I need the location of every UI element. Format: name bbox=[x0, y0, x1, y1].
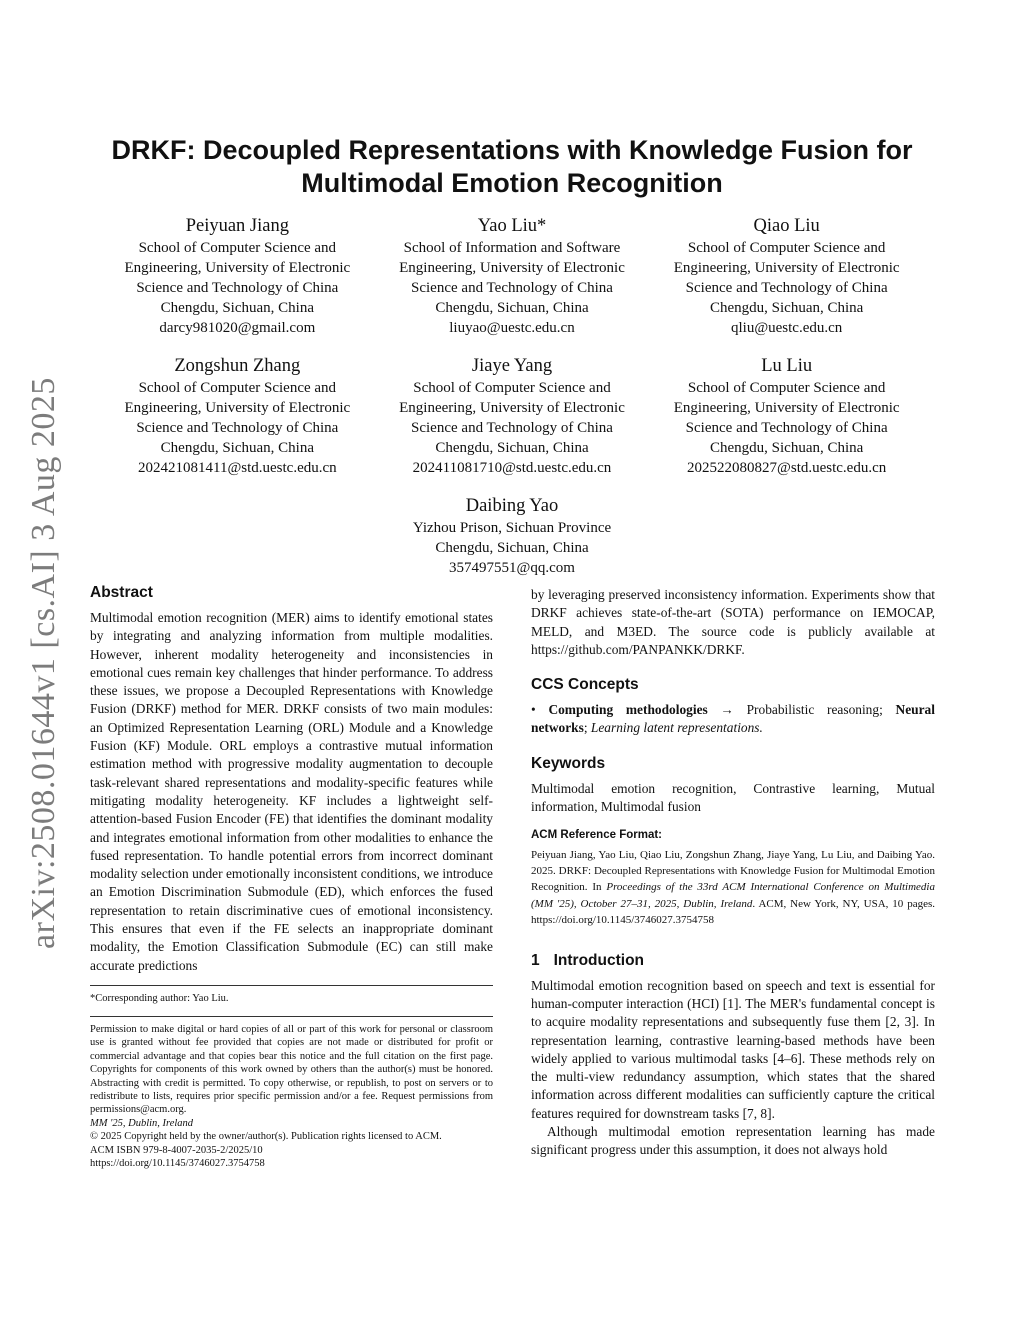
title-line-2: Multimodal Emotion Recognition bbox=[301, 168, 723, 198]
author-location: Chengdu, Sichuan, China bbox=[435, 440, 589, 456]
author-6 bbox=[649, 354, 924, 478]
ccs-concept-1: Computing methodologies bbox=[548, 702, 708, 718]
author-affiliation: School of Computer Science and bbox=[138, 240, 337, 256]
author-email: 202522080827@std.uestc.edu.cn bbox=[687, 460, 887, 476]
intro-paragraph-2: Although multimodal emotion representation learning has made significant progress under this assumption, it does not always hold bbox=[531, 1124, 935, 1158]
author-affiliation: Yizhou Prison, Sichuan Province bbox=[412, 520, 612, 536]
author-email: 202421081411@std.uestc.edu.cn bbox=[138, 460, 337, 476]
corresponding-author-footnote: *Corresponding author: Yao Liu. bbox=[90, 992, 229, 1004]
paper-title bbox=[90, 134, 934, 200]
author-4 bbox=[100, 354, 375, 478]
keywords-heading: Keywords bbox=[531, 754, 606, 772]
abstract-heading: Abstract bbox=[90, 584, 153, 601]
author-affiliation: School of Information and Software bbox=[403, 240, 621, 256]
introduction-heading bbox=[531, 951, 935, 971]
author-affiliation: School of Computer Science and bbox=[687, 380, 886, 396]
author-7 bbox=[375, 494, 650, 578]
arxiv-identifier-stamp: arXiv:2508.01644v1 [cs.AI] 3 Aug 2025 bbox=[25, 377, 62, 949]
author-affiliation: Science and Technology of China bbox=[411, 280, 613, 296]
author-email: 202411081710@std.uestc.edu.cn bbox=[412, 460, 612, 476]
left-column bbox=[90, 583, 493, 1170]
author-email: darcy981020@gmail.com bbox=[159, 320, 316, 336]
copyright-line: © 2025 Copyright held by the owner/author(s). Publication rights licensed to ACM. bbox=[90, 1131, 442, 1143]
abstract-continuation: by leveraging preserved inconsistency information. Experiments show that DRKF achieves state-of-the-art (SOTA) performance on IEMOCAP, MELD, and M3ED. The source code is publicly available at https://github.com/PANPANKK/DRKF. bbox=[531, 587, 935, 657]
ccs-arrow: → bbox=[720, 702, 734, 718]
author-5 bbox=[375, 354, 650, 478]
isbn-line: ACM ISBN 979-8-4007-2035-2/2025/10 bbox=[90, 1144, 263, 1156]
intro-paragraph-1: Multimodal emotion recognition based on speech and text is essential for human-computer interaction (HCI) [1]. The MER's fundamental concept is to acquire modality representations and subsequently fuse them [2, 3]. In representation learning, contrastive learning-based methods have been widely applied to various multimodal tasks [4–6]. These methods rely on the multi-view redundancy assumption, which states that the shared information across different modalities can sufficiently capture the critical features required for downstream tasks [7, 8]. bbox=[531, 977, 935, 1121]
keywords-text: Multimodal emotion recognition, Contrastive learning, Mutual information, Multimodal fusion bbox=[531, 780, 935, 815]
author-1 bbox=[100, 214, 375, 338]
author-name: Jiaye Yang bbox=[471, 356, 553, 376]
author-affiliation: Engineering, University of Electronic bbox=[124, 260, 351, 276]
author-email: qliu@uestc.edu.cn bbox=[731, 320, 843, 336]
acm-reference-venue: Proceedings of the 33rd ACM International Conference on Multimedia (MM '25), October 27–31, 2025, Dublin, Ireland bbox=[531, 881, 935, 910]
ccs-separator: ; bbox=[583, 720, 591, 736]
ccs-concepts bbox=[531, 701, 935, 738]
author-email: 357497551@qq.com bbox=[449, 560, 575, 576]
venue-line: MM '25, Dublin, Ireland bbox=[90, 1117, 194, 1129]
ccs-concept-1-detail: Probabilistic reasoning; bbox=[746, 702, 883, 718]
abstract-text: Multimodal emotion recognition (MER) aims to identify emotional states by integrating and analyzing information from multiple modalities. However, inherent modality heterogeneity and inconsistencies in emotional cues remain key challenges that hinder performance. To address these issues, we propose a Decoupled Representations with Knowledge Fusion (DRKF) method for MER. DRKF consists of two main modules: an Optimized Representation Learning (ORL) Module and a Knowledge Fusion (KF) Module. ORL employs a contrastive mutual information estimation method with progressive modality augmentation to decouple task-relevant shared representations and modality-specific features while mitigating modality heterogeneity. KF includes a lightweight self-attention-based Fusion Encoder (FE) that identifies the dominant modality and integrates emotional information from other modalities to enhance the fused representation. To handle potential errors from incorrect dominant modality selection under emotionally inconsistent conditions, we introduce an Emotion Discrimination Submodule (ED), which enforces the fused representation to retain discriminative cues of emotional inconsistency. This ensures that even if the FE selects an inappropriate dominant modality, the Emotion Classification Submodule (EC) can still make accurate predictions bbox=[90, 610, 493, 973]
author-affiliation: Engineering, University of Electronic bbox=[673, 400, 900, 416]
author-affiliation: School of Computer Science and bbox=[413, 380, 611, 396]
author-name: Zongshun Zhang bbox=[174, 356, 301, 376]
right-column bbox=[531, 586, 935, 1160]
permission-text: Permission to make digital or hard copies of all or part of this work for personal or classroom use is granted without fee provided that copies are not made or distributed for profit or commercial advantage and that copies bear this notice and the full citation on the first page. Copyrights for components of this work owned by others than the author(s) must be honored. Abstracting with credit is permitted. To copy otherwise, or republish, to post on servers or to redistribute to lists, requires prior specific permission and/or a fee. Request permissions from permissions@acm.org. bbox=[90, 1023, 493, 1116]
doi-link[interactable]: https://doi.org/10.1145/3746027.3754758 bbox=[90, 1158, 265, 1169]
author-name: Yao Liu* bbox=[477, 216, 547, 236]
author-affiliation: Engineering, University of Electronic bbox=[124, 400, 351, 416]
footnote-divider bbox=[90, 985, 493, 986]
author-affiliation: Science and Technology of China bbox=[685, 420, 888, 436]
author-name: Peiyuan Jiang bbox=[185, 216, 289, 236]
author-affiliation: Science and Technology of China bbox=[136, 420, 339, 436]
author-affiliation: School of Computer Science and bbox=[138, 380, 337, 396]
author-affiliation: Engineering, University of Electronic bbox=[399, 400, 625, 416]
ccs-heading: CCS Concepts bbox=[531, 676, 639, 694]
section-number: 1 bbox=[531, 951, 540, 969]
title-line-1: DRKF: Decoupled Representations with Knowledge Fusion for bbox=[111, 135, 913, 165]
author-location: Chengdu, Sichuan, China bbox=[160, 440, 314, 456]
acm-reference-publisher: . ACM, New York, NY, USA, 10 pages. https://doi.org/10.1145/3746027.3754758 bbox=[531, 897, 935, 927]
author-email: liuyao@uestc.edu.cn bbox=[449, 320, 575, 336]
author-affiliation: Science and Technology of China bbox=[411, 420, 613, 436]
acm-reference-text bbox=[531, 847, 935, 929]
author-affiliation: School of Computer Science and bbox=[687, 240, 886, 256]
ccs-concept-2: Neural networks bbox=[531, 702, 935, 736]
author-affiliation: Engineering, University of Electronic bbox=[399, 260, 625, 276]
permission-divider bbox=[90, 1016, 493, 1017]
ccs-bullet: • bbox=[531, 702, 536, 718]
author-affiliation: Engineering, University of Electronic bbox=[673, 260, 900, 276]
author-name: Daibing Yao bbox=[465, 496, 559, 516]
author-2 bbox=[375, 214, 650, 338]
author-location: Chengdu, Sichuan, China bbox=[709, 300, 864, 316]
section-title: Introduction bbox=[553, 951, 645, 969]
author-name: Lu Liu bbox=[761, 356, 813, 376]
author-location: Chengdu, Sichuan, China bbox=[709, 440, 864, 456]
acm-reference-heading: ACM Reference Format: bbox=[531, 829, 662, 842]
author-location: Chengdu, Sichuan, China bbox=[160, 300, 314, 316]
author-location: Chengdu, Sichuan, China bbox=[435, 300, 589, 316]
author-affiliation: Science and Technology of China bbox=[685, 280, 888, 296]
permission-block bbox=[90, 1023, 493, 1170]
ccs-concept-2-detail: Learning latent representations. bbox=[590, 720, 763, 736]
author-affiliation: Science and Technology of China bbox=[136, 280, 339, 296]
acm-reference-authors: Peiyuan Jiang, Yao Liu, Qiao Liu, Zongshun Zhang, Jiaye Yang, Lu Liu, and Daibing Yao. 2025. DRKF: Decoupled Representations with Knowledge Fusion for Multimodal Emotion Recognition. In bbox=[531, 848, 935, 894]
author-location: Chengdu, Sichuan, China bbox=[435, 540, 589, 556]
author-name: Qiao Liu bbox=[753, 216, 820, 236]
author-3 bbox=[649, 214, 924, 338]
author-block bbox=[100, 214, 924, 578]
